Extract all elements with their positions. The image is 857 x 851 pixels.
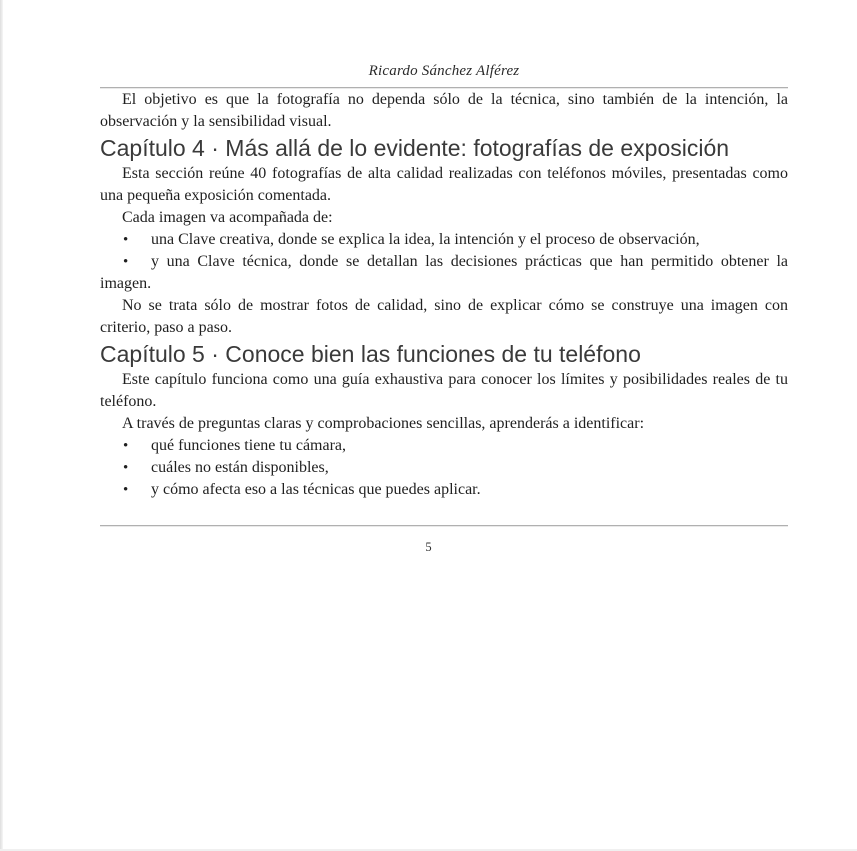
intro-paragraph: El objetivo es que la fotografía no dependa sólo de la técnica, sino también de la intención, la observación y la sensibilidad visual. bbox=[100, 91, 788, 130]
chapter5-bullet-item-1 bbox=[100, 435, 788, 457]
chapter5-bullet-3-text: y cómo afecta eso a las técnicas que puedes aplicar. bbox=[151, 481, 481, 498]
chapter5-paragraph-1: Este capítulo funciona como una guía exhaustiva para conocer los límites y posibilidades reales de tu teléfono. bbox=[100, 371, 788, 410]
bullet-icon: • bbox=[123, 232, 129, 248]
chapter5-bullet-1-text: qué funciones tiene tu cámara, bbox=[151, 437, 347, 454]
chapter5-bullet-item-2 bbox=[100, 457, 788, 479]
chapter5-bullet-item-3 bbox=[100, 479, 788, 501]
bullet-icon: • bbox=[123, 438, 129, 454]
chapter4-bullet-2-text: y una Clave técnica, donde se detallan las decisiones prácticas que han permitido obtener la imagen. bbox=[100, 253, 788, 292]
chapter4-bullet-1-text: una Clave creativa, donde se explica la idea, la intención y el proceso de observación, bbox=[151, 231, 700, 248]
chapter5-paragraph-2: A través de preguntas claras y comprobaciones sencillas, aprenderás a identificar: bbox=[122, 415, 645, 432]
page-number: 5 bbox=[425, 540, 432, 554]
chapter4-paragraph-1: Esta sección reúne 40 fotografías de alta calidad realizadas con teléfonos móviles, presentadas como una pequeña exposición comentada. bbox=[100, 165, 788, 204]
footer-divider bbox=[100, 525, 788, 527]
chapter4-bullet-item-1 bbox=[100, 229, 788, 251]
chapter4-paragraph-3: No se trata sólo de mostrar fotos de calidad, sino de explicar cómo se construye una imagen con criterio, paso a paso. bbox=[100, 297, 788, 336]
bullet-icon: • bbox=[123, 254, 129, 270]
chapter4-title: Capítulo 4 · Más allá de lo evidente: fotografías de exposición bbox=[100, 135, 730, 161]
chapter4-bullet-item-2 bbox=[100, 251, 788, 295]
chapter5-bullet-2-text: cuáles no están disponibles, bbox=[151, 459, 329, 476]
bullet-icon: • bbox=[123, 482, 129, 498]
chapter4-paragraph-2: Cada imagen va acompañada de: bbox=[122, 209, 333, 226]
running-header-author: Ricardo Sánchez Alférez bbox=[368, 63, 520, 79]
bullet-icon: • bbox=[123, 460, 129, 476]
chapter5-title: Capítulo 5 · Conoce bien las funciones de tu teléfono bbox=[100, 341, 641, 367]
